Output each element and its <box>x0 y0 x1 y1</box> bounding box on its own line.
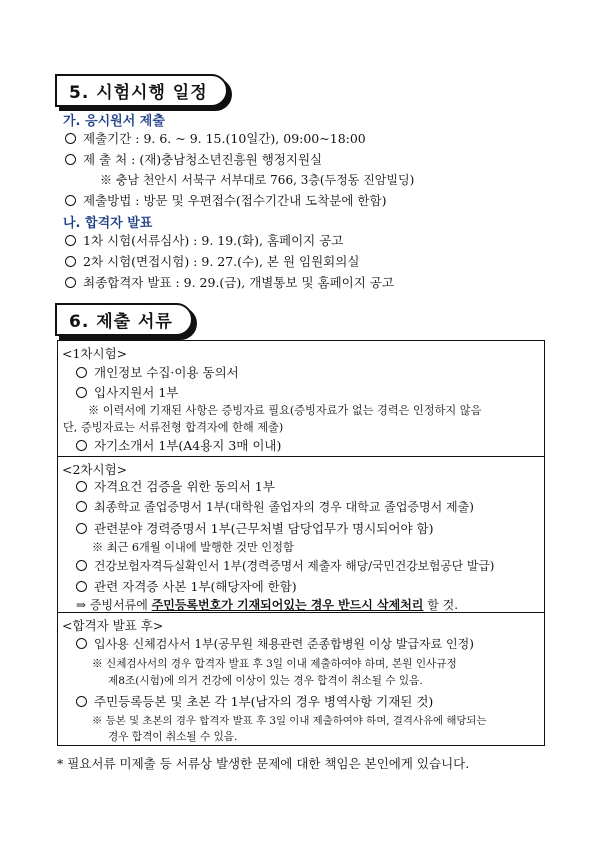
first-exam-label: <1차시험> <box>62 346 128 361</box>
second-item-4: 건강보험자격득실확인서 1부(경력증명서 제출자 해당/국민건강보험공단 발급) <box>76 557 494 574</box>
second-item-2: 최종학교 졸업증명서 1부(대학원 졸업자의 경우 대학교 졸업증명서 제출) <box>76 498 474 515</box>
section6-title: 6. 제출 서류 <box>55 303 193 336</box>
first-note-line2: 단, 증빙자료는 서류전형 합격자에 한해 제출) <box>63 421 284 434</box>
first-exam-row <box>58 341 544 457</box>
masking-instruction: ⇒ 증빙서류에 주민등록번호가 기재되어있는 경우 반드시 삭제처리 할 것. <box>76 598 459 612</box>
first-item-2: 입사지원서 1부 <box>76 383 178 401</box>
first-item-1: 개인정보 수집·이용 동의서 <box>76 363 239 381</box>
first-note-line1: ※ 이력서에 기재된 사항은 증빙자료 필요(증빙자료가 없는 경력은 인정하지 않음 <box>88 404 482 417</box>
second-item-3: 관련분야 경력증명서 1부(근무처별 담당업무가 명시되어야 함) <box>76 519 433 537</box>
circle-bullet-icon <box>65 235 76 246</box>
sub-b-item-1: 1차 시험(서류심사) : 9. 19.(화), 홈페이지 공고 <box>65 231 343 249</box>
section5-heading <box>55 74 228 107</box>
circle-bullet-icon <box>76 387 87 398</box>
sub-a-item-2: 제 출 처 : (재)충남청소년진흥원 행정지원실 <box>65 150 322 168</box>
after-note2-line1: ※ 등본 및 초본의 경우 합격자 발표 후 3일 이내 제출하여야 하며, 결격사유에 해당되는 <box>92 715 487 727</box>
sub-a-item-1: 제출기간 : 9. 6. ~ 9. 15.(10일간), 09:00~18:00 <box>65 129 366 147</box>
after-announcement-label: <합격자 발표 후> <box>62 618 164 633</box>
circle-bullet-icon <box>65 133 76 144</box>
circle-bullet-icon <box>65 195 76 206</box>
after-item-2: 주민등록등본 및 초본 각 1부(남자의 경우 병역사항 기재된 것) <box>76 692 433 710</box>
after-note1-line1: ※ 신체검사서의 경우 합격자 발표 후 3일 이내 제출하여야 하며, 본원 인사규정 <box>92 658 457 670</box>
circle-bullet-icon <box>76 581 87 592</box>
circle-bullet-icon <box>65 256 76 267</box>
circle-bullet-icon <box>76 638 87 649</box>
circle-bullet-icon <box>65 277 76 288</box>
first-item-3: 자기소개서 1부(A4용지 3매 이내) <box>76 436 281 454</box>
responsibility-footer: * 필요서류 미제출 등 서류상 발생한 문제에 대한 책임은 본인에게 있습니다. <box>57 756 470 771</box>
second-exam-label: <2차시험> <box>62 462 128 477</box>
section5-title: 5. 시험시행 일정 <box>55 74 228 107</box>
address-note: ※ 충남 천안시 서북구 서부대로 766, 3층(두정동 진암빌딩) <box>100 173 415 187</box>
circle-bullet-icon <box>76 367 87 378</box>
circle-bullet-icon <box>76 501 87 512</box>
documents-table <box>57 340 545 746</box>
second-exam-row <box>58 457 544 613</box>
masking-emphasis: 주민등록번호가 기재되어있는 경우 반드시 삭제처리 <box>151 598 424 612</box>
after-note1-line2: 제8조(시험)에 의거 건강에 이상이 있는 경우 합격이 취소될 수 있음. <box>108 675 423 687</box>
sub-a-item-3: 제출방법 : 방문 및 우편접수(접수기간내 도착분에 한함) <box>65 191 386 209</box>
circle-bullet-icon <box>65 154 76 165</box>
section6-heading <box>55 303 193 336</box>
sub-b-label: 나. 합격자 발표 <box>63 216 153 231</box>
circle-bullet-icon <box>76 696 87 707</box>
sub-a-label: 가. 응시원서 제출 <box>63 114 165 129</box>
after-note2-line2: 경우 합격이 취소될 수 있음. <box>108 731 238 743</box>
sub-b-item-2: 2차 시험(면접시험) : 9. 27.(수), 본 원 임원회의실 <box>65 252 359 270</box>
circle-bullet-icon <box>76 523 87 534</box>
after-item-1: 입사용 신체검사서 1부(공무원 채용관련 준종합병원 이상 발급자료 인정) <box>76 635 474 652</box>
after-announcement-row <box>58 613 544 745</box>
second-item-1: 자격요건 검증을 위한 동의서 1부 <box>76 477 275 495</box>
circle-bullet-icon <box>76 560 87 571</box>
sub-b-item-3: 최종합격자 발표 : 9. 29.(금), 개별통보 및 홈페이지 공고 <box>65 273 394 291</box>
second-item-5: 관련 자격증 사본 1부(해당자에 한함) <box>76 577 297 595</box>
circle-bullet-icon <box>76 481 87 492</box>
recent-note: ※ 최근 6개월 이내에 발행한 것만 인정함 <box>92 541 294 554</box>
circle-bullet-icon <box>76 440 87 451</box>
